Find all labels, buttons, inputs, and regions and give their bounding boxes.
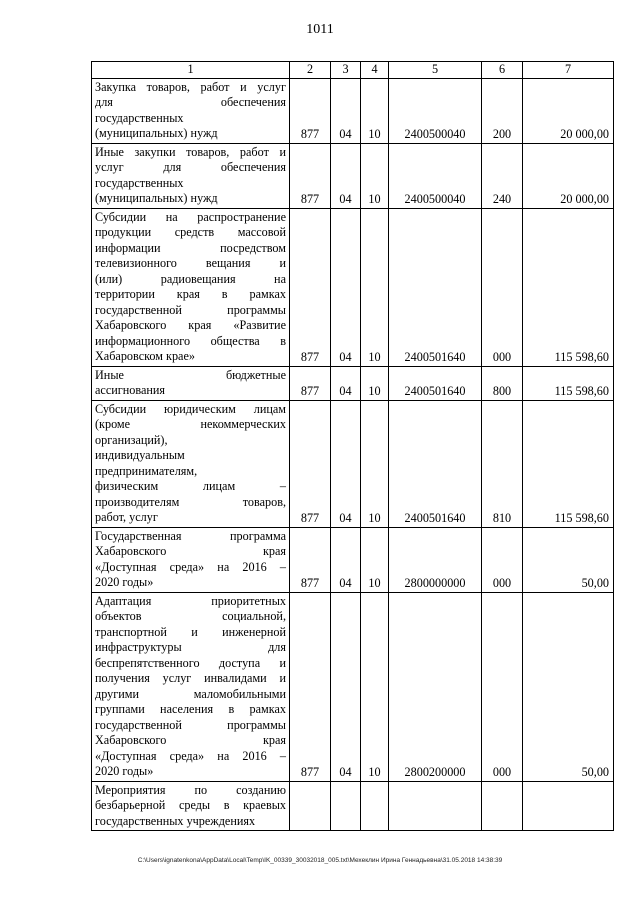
subsection-code-cell: 10 (361, 208, 389, 366)
section-code-cell: 04 (331, 592, 361, 781)
page-number: 1011 (306, 22, 334, 37)
description-line: объектов социальной, (95, 609, 286, 623)
description-line: (кроме некоммерческих (95, 417, 286, 431)
table-header-row (92, 62, 614, 79)
budget-table-body (92, 62, 614, 831)
description-line: получения услуг инвалидами и (95, 671, 286, 685)
description-line: телевизионного вещания и (95, 256, 286, 270)
amount-cell: 115 598,60 (523, 366, 614, 400)
ministry-code-cell: 877 (290, 400, 331, 527)
header-cell: 6 (482, 62, 523, 79)
description-line: «Доступная среда» на 2016 – (95, 559, 286, 574)
description-line: (муниципальных) нужд (95, 191, 218, 205)
subsection-code-cell: 10 (361, 143, 389, 208)
description-line: (муниципальных) нужд (95, 126, 218, 140)
table-row (92, 527, 614, 592)
description-line: для обеспечения (95, 95, 286, 109)
header-cell: 5 (389, 62, 482, 79)
budget-table (91, 61, 614, 831)
description-line: беспрепятственного доступа и (95, 655, 286, 670)
header-cell: 1 (92, 62, 290, 79)
header-cell: 3 (331, 62, 361, 79)
row-description (92, 527, 290, 592)
section-code-cell (331, 781, 361, 831)
ministry-code-cell: 877 (290, 592, 331, 781)
description-line: предпринимателям, (95, 463, 198, 478)
description-line: государственных (95, 110, 184, 125)
footer-file-path: C:\Users\ignatenkona\AppData\Local\Temp\IK_00339_30032018_005.txt\Мехеклин Ирина Геннадьевна\31.05.2018 14:38:39 (137, 857, 503, 864)
row-description (92, 143, 290, 208)
ministry-code-cell: 877 (290, 143, 331, 208)
description-line: Мероприятия по созданию (95, 782, 286, 797)
table-row (92, 781, 614, 831)
description-line: организаций), (95, 432, 168, 447)
expense-type-cell: 810 (482, 400, 523, 527)
description-line: информационного общества в (95, 333, 286, 348)
description-line: Адаптация приоритетных (95, 593, 286, 608)
amount-cell: 115 598,60 (523, 400, 614, 527)
expense-type-cell: 200 (482, 78, 523, 143)
row-description (92, 400, 290, 527)
target-article-cell: 2800200000 (389, 592, 482, 781)
table-row (92, 400, 614, 527)
ministry-code-cell: 877 (290, 366, 331, 400)
table-row (92, 592, 614, 781)
expense-type-cell: 000 (482, 527, 523, 592)
description-line: ассигнования (95, 383, 166, 397)
description-line: Хабаровского края (95, 733, 286, 747)
description-line: государственной программы (95, 717, 286, 732)
expense-type-cell: 000 (482, 592, 523, 781)
description-line: Субсидии на распространение (95, 209, 286, 224)
header-cell: 7 (523, 62, 614, 79)
subsection-code-cell: 10 (361, 400, 389, 527)
description-line: транспортной и инженерной (95, 624, 286, 639)
ministry-code-cell: 877 (290, 78, 331, 143)
description-line: Закупка товаров, работ и услуг (95, 79, 286, 94)
amount-cell: 50,00 (523, 592, 614, 781)
description-line: физическим лицам – (95, 479, 286, 493)
table-row (92, 366, 614, 400)
section-code-cell: 04 (331, 400, 361, 527)
section-code-cell: 04 (331, 143, 361, 208)
amount-cell (523, 781, 614, 831)
description-line: группами населения в рамках (95, 702, 286, 716)
description-line: Хабаровского края «Развитие (95, 318, 286, 332)
amount-cell: 50,00 (523, 527, 614, 592)
expense-type-cell: 000 (482, 208, 523, 366)
description-line: производителям товаров, (95, 494, 286, 509)
expense-type-cell: 240 (482, 143, 523, 208)
expense-type-cell (482, 781, 523, 831)
table-row (92, 143, 614, 208)
target-article-cell (389, 781, 482, 831)
target-article-cell: 2400501640 (389, 400, 482, 527)
ministry-code-cell (290, 781, 331, 831)
amount-cell: 20 000,00 (523, 143, 614, 208)
description-line: работ, услуг (95, 510, 158, 524)
description-line: Иные закупки товаров, работ и (95, 144, 286, 159)
description-line: 2020 годы» (95, 764, 154, 778)
section-code-cell: 04 (331, 527, 361, 592)
description-line: другими маломобильными (95, 686, 286, 701)
subsection-code-cell (361, 781, 389, 831)
target-article-cell: 2400500040 (389, 143, 482, 208)
description-line: Хабаровского края (95, 544, 286, 558)
description-line: безбарьерной среды в краевых (95, 798, 286, 812)
description-line: «Доступная среда» на 2016 – (95, 748, 286, 763)
subsection-code-cell: 10 (361, 592, 389, 781)
description-line: государственной программы (95, 302, 286, 317)
row-description (92, 78, 290, 143)
row-description (92, 592, 290, 781)
subsection-code-cell: 10 (361, 366, 389, 400)
section-code-cell: 04 (331, 366, 361, 400)
description-line: услуг для обеспечения (95, 160, 286, 174)
row-description (92, 208, 290, 366)
description-line: Хабаровском крае» (95, 349, 195, 363)
expense-type-cell: 800 (482, 366, 523, 400)
description-line: государственных (95, 175, 184, 190)
subsection-code-cell: 10 (361, 527, 389, 592)
description-line: индивидуальным (95, 448, 185, 462)
header-cell: 4 (361, 62, 389, 79)
description-line: продукции средств массовой (95, 225, 286, 239)
table-row (92, 208, 614, 366)
description-line: Иные бюджетные (95, 367, 286, 382)
description-line: 2020 годы» (95, 575, 154, 589)
description-line: Государственная программа (95, 528, 286, 543)
description-line: информации посредством (95, 240, 286, 255)
target-article-cell: 2400501640 (389, 208, 482, 366)
description-line: территории края в рамках (95, 287, 286, 301)
row-description (92, 366, 290, 400)
target-article-cell: 2400501640 (389, 366, 482, 400)
amount-cell: 20 000,00 (523, 78, 614, 143)
section-code-cell: 04 (331, 78, 361, 143)
description-line: Субсидии юридическим лицам (95, 401, 286, 416)
target-article-cell: 2400500040 (389, 78, 482, 143)
header-cell: 2 (290, 62, 331, 79)
ministry-code-cell: 877 (290, 527, 331, 592)
table-row (92, 78, 614, 143)
description-line: государственных учреждениях (95, 813, 256, 828)
description-line: инфраструктуры для (95, 640, 286, 654)
amount-cell: 115 598,60 (523, 208, 614, 366)
description-line: (или) радиовещания на (95, 271, 286, 286)
target-article-cell: 2800000000 (389, 527, 482, 592)
row-description (92, 781, 290, 831)
section-code-cell: 04 (331, 208, 361, 366)
ministry-code-cell: 877 (290, 208, 331, 366)
subsection-code-cell: 10 (361, 78, 389, 143)
